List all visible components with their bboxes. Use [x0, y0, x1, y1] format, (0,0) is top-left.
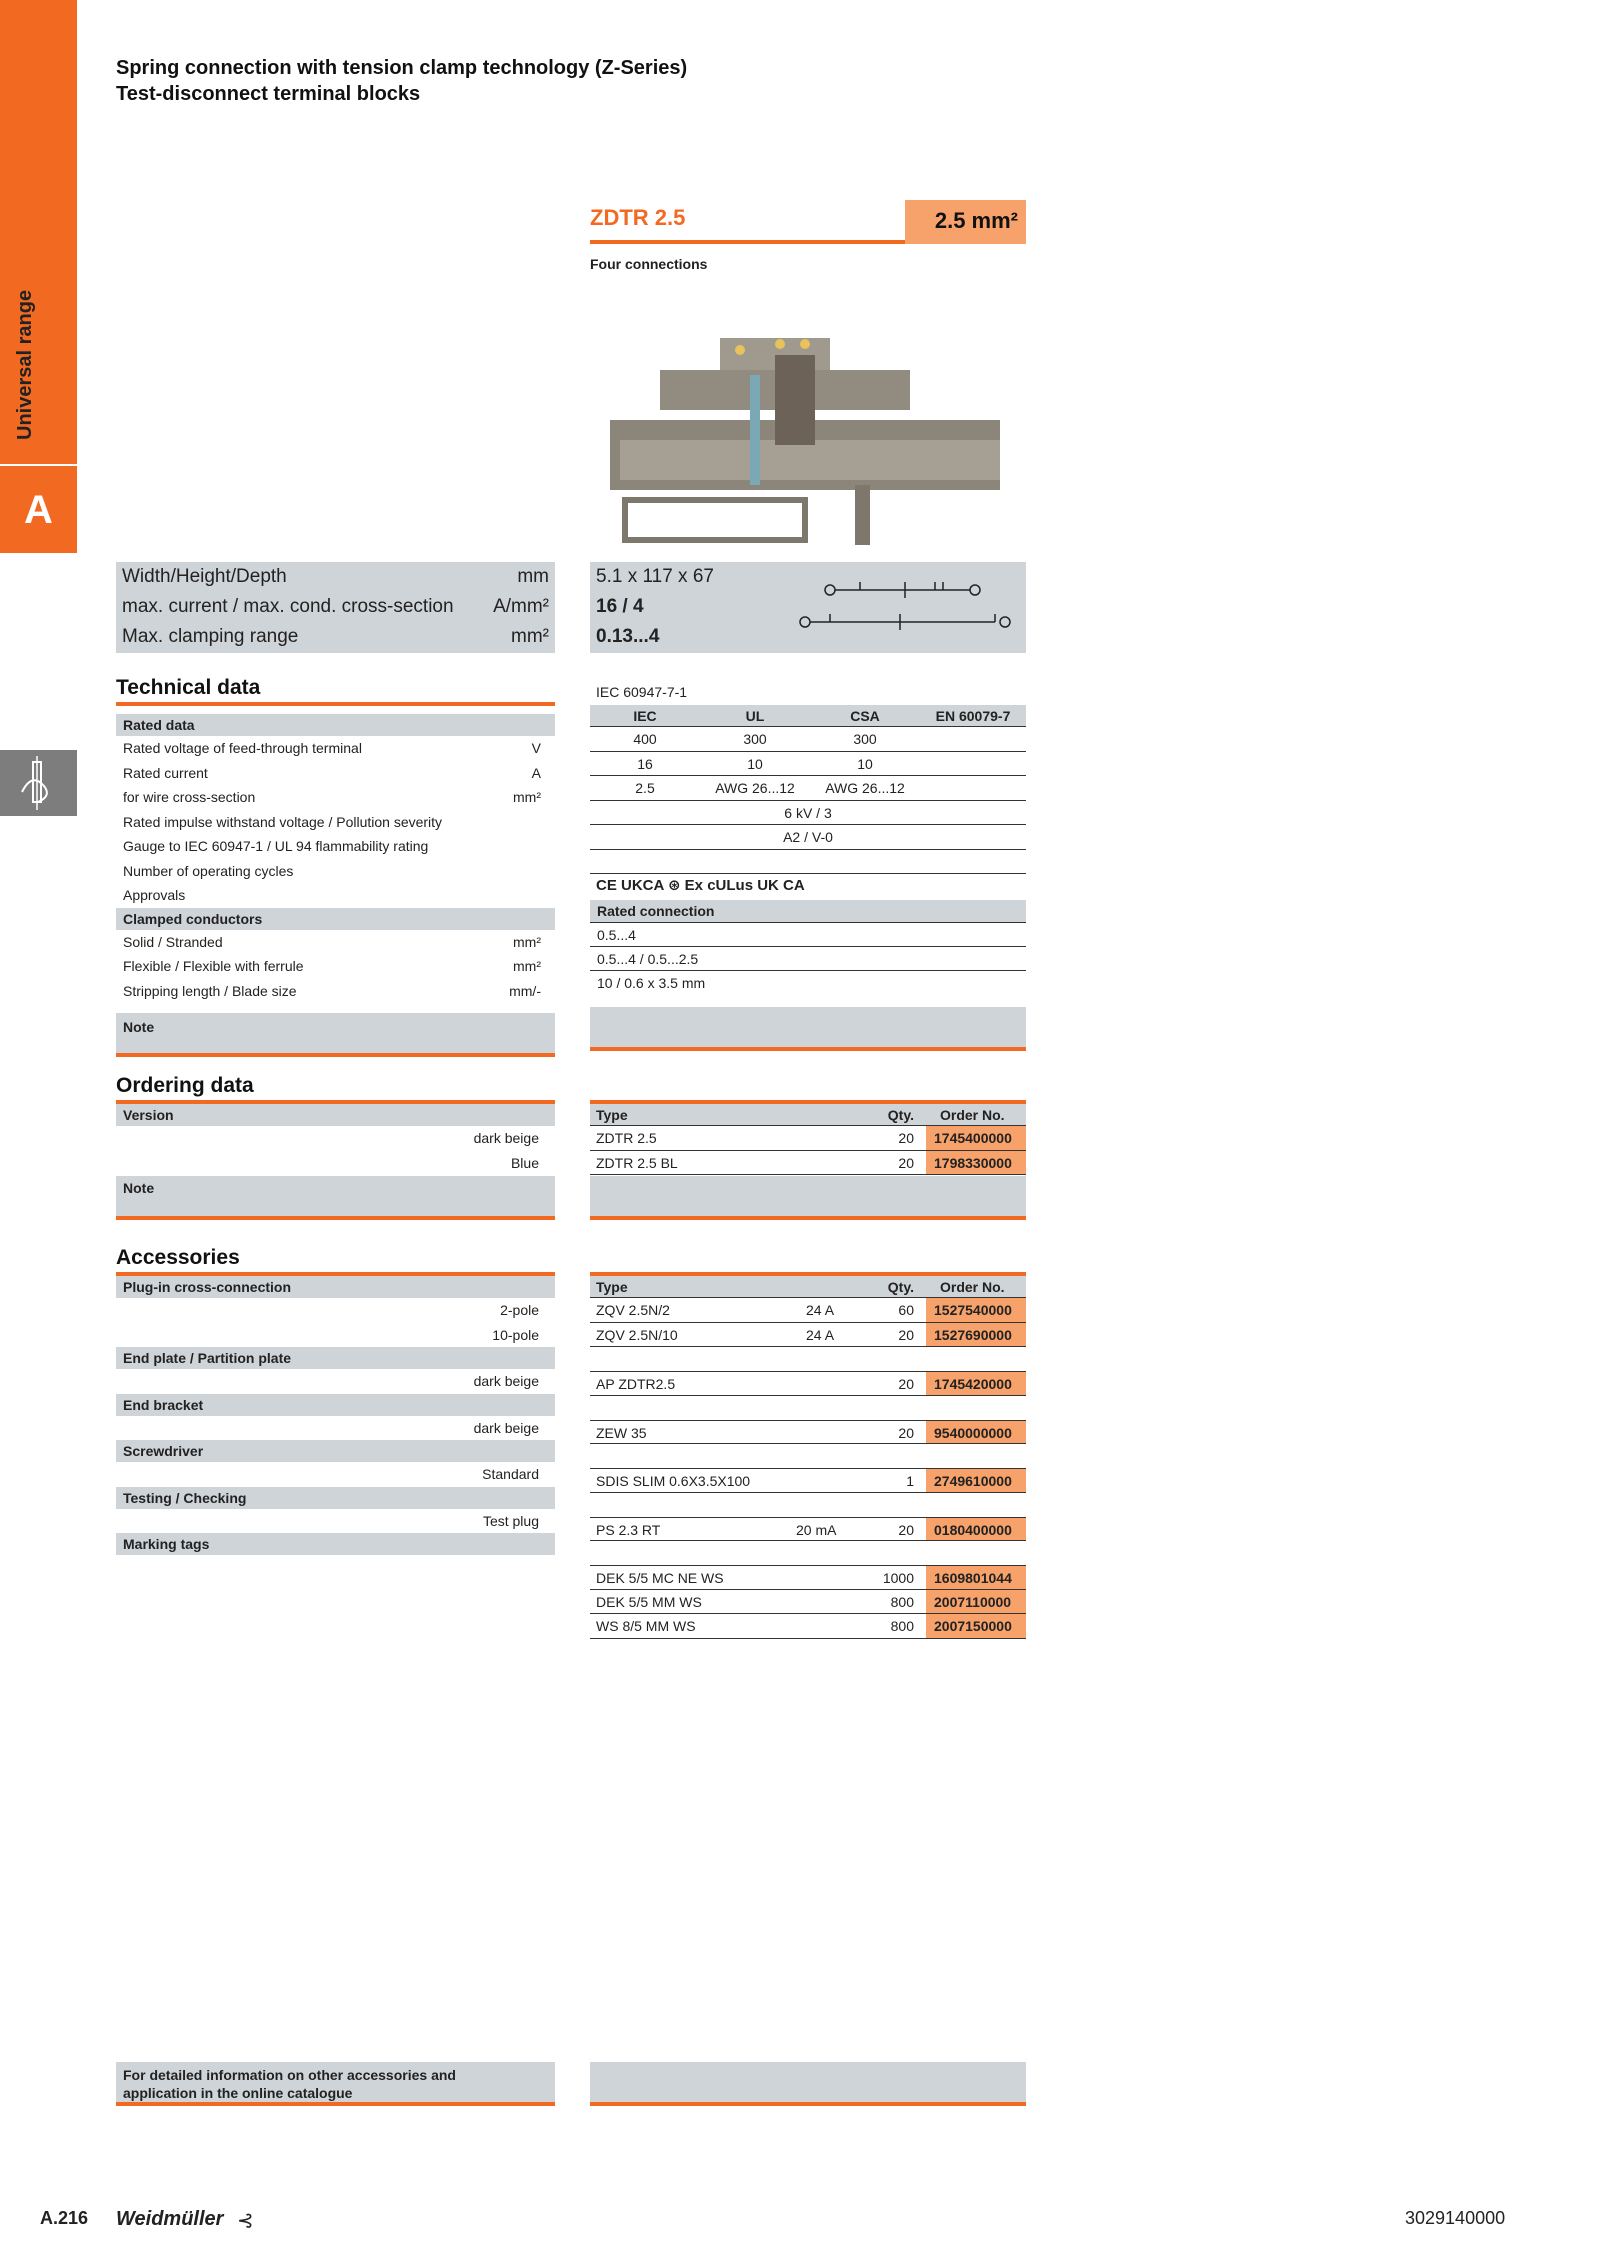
- tech-label: Rated current: [123, 764, 208, 781]
- acc-version: [116, 1369, 555, 1394]
- cell: 400: [633, 731, 657, 747]
- dim-unit: mm: [517, 566, 549, 587]
- standards-header: [590, 705, 1026, 727]
- product-image: [600, 320, 1010, 560]
- connection-row: [590, 947, 1026, 972]
- dimensions-values: [590, 562, 1026, 653]
- tech-row: [116, 761, 555, 786]
- terminal-category-icon: [0, 750, 77, 816]
- tech-label: Gauge to IEC 60947-1 / UL 94 flammability rating: [123, 838, 429, 854]
- order-number[interactable]: 1609801044: [926, 1566, 1026, 1589]
- clamped-row: [116, 954, 555, 979]
- dim-label: max. current / max. cond. cross-section: [122, 596, 454, 617]
- clamped-row: [116, 930, 555, 955]
- product-size: 2.5 mm²: [934, 208, 1018, 233]
- extra-cell: 24 A: [806, 1326, 835, 1343]
- tech-unit: A: [531, 764, 541, 781]
- type-cell: DEK 5/5 MC NE WS: [596, 1570, 724, 1586]
- section-title: Technical data: [116, 676, 261, 699]
- type-cell: ZDTR 2.5 BL: [596, 1154, 678, 1171]
- tech-label: for wire cross-section: [123, 789, 256, 805]
- type-cell: ZEW 35: [596, 1424, 647, 1441]
- order-number[interactable]: 0180400000: [926, 1518, 1026, 1541]
- technical-section: [116, 676, 555, 1057]
- note-line: application in the online catalogue: [123, 2085, 353, 2101]
- acc-version: [116, 1462, 555, 1487]
- acc-group-head: End bracket: [116, 1394, 555, 1416]
- qty-cell: 20: [898, 1154, 914, 1171]
- qty-cell: 800: [890, 1593, 914, 1610]
- acc-spacer: [590, 1493, 1026, 1517]
- acc-row[interactable]: [590, 1371, 1026, 1396]
- col-order: Order No.: [940, 1107, 1005, 1123]
- tech-label: Rated voltage of feed-through terminal: [123, 740, 362, 756]
- order-number[interactable]: 1745400000: [926, 1126, 1026, 1150]
- acc-row[interactable]: [590, 1468, 1026, 1493]
- type-cell: ZDTR 2.5: [596, 1130, 657, 1146]
- acc-spacer: [590, 1396, 1026, 1420]
- order-number[interactable]: 9540000000: [926, 1421, 1026, 1444]
- section-title: Ordering data: [116, 1074, 254, 1097]
- sidebar-tab-letter[interactable]: A: [0, 464, 77, 553]
- acc-row[interactable]: [590, 1565, 1026, 1590]
- clamped-row: [116, 979, 555, 1004]
- qty-cell: 60: [898, 1302, 914, 1318]
- extra-cell: 24 A: [806, 1302, 835, 1318]
- col-qty: Qty.: [887, 1107, 914, 1123]
- connection-value: 0.5...4: [597, 927, 636, 943]
- technical-values: [590, 680, 1026, 1051]
- qty-cell: 800: [890, 1618, 914, 1634]
- standard-label: IEC 60947-7-1: [596, 684, 688, 700]
- acc-row[interactable]: [590, 1517, 1026, 1542]
- acc-row[interactable]: [590, 1590, 1026, 1615]
- order-number[interactable]: 2007150000: [926, 1614, 1026, 1638]
- cell: 16: [637, 755, 653, 772]
- extra-cell: 20 mA: [796, 1521, 837, 1538]
- acc-row[interactable]: [590, 1614, 1026, 1639]
- acc-spacer: [590, 1347, 1026, 1371]
- acc-version: [116, 1298, 555, 1323]
- acc-row[interactable]: [590, 1298, 1026, 1323]
- standards-row: [590, 776, 1026, 801]
- order-number[interactable]: 1527690000: [926, 1323, 1026, 1347]
- cycles-row: [590, 850, 1026, 875]
- connection-value: 10 / 0.6 x 3.5 mm: [597, 975, 706, 991]
- acc-version-text: 10-pole: [492, 1326, 539, 1343]
- acc-spacer: [590, 1444, 1026, 1468]
- dim-unit: mm²: [511, 626, 549, 647]
- clamped-unit: mm²: [513, 958, 541, 974]
- acc-group-head: Screwdriver: [116, 1440, 555, 1462]
- tech-unit: V: [531, 740, 541, 756]
- type-cell: SDIS SLIM 0.6X3.5X100: [596, 1473, 751, 1489]
- cell: 300: [853, 731, 877, 747]
- product-subtitle: Four connections: [590, 256, 708, 272]
- order-number[interactable]: 1798330000: [926, 1151, 1026, 1175]
- cell: 2.5: [635, 780, 655, 796]
- rated-connection-head: Rated connection: [590, 900, 1026, 922]
- online-catalogue-note-right: [590, 2062, 1026, 2106]
- col-type: Type: [596, 1279, 628, 1295]
- col-order: Order No.: [940, 1279, 1005, 1295]
- document-number: 3029140000: [1405, 2208, 1506, 2228]
- acc-group-head: End plate / Partition plate: [116, 1347, 555, 1369]
- brand-logo: Weidmüller: [116, 2208, 224, 2230]
- approval-marks: [590, 874, 1026, 900]
- ordering-note-right: [590, 1176, 1026, 1220]
- cell: 10: [857, 755, 873, 772]
- dim-row: [116, 592, 555, 622]
- tech-row: [116, 859, 555, 884]
- acc-spacer: [590, 1541, 1026, 1565]
- gauge-row: [590, 825, 1026, 850]
- brand-mark-icon: ⊰: [237, 2210, 254, 2232]
- section-title: Accessories: [116, 1246, 240, 1269]
- clamped-unit: mm²: [513, 933, 541, 950]
- page-title: [116, 55, 687, 107]
- connection-value: 0.5...4 / 0.5...2.5: [597, 950, 699, 967]
- cell: AWG 26...12: [825, 780, 905, 796]
- sidebar-vertical-label: Universal range: [14, 289, 36, 440]
- qty-cell: 20: [898, 1376, 914, 1392]
- type-cell: AP ZDTR2.5: [596, 1376, 676, 1392]
- version-head: Version: [116, 1104, 555, 1126]
- type-cell: DEK 5/5 MM WS: [596, 1593, 702, 1610]
- order-number[interactable]: 1527540000: [926, 1298, 1026, 1322]
- qty-cell: 20: [898, 1424, 914, 1441]
- cell: 10: [747, 755, 763, 772]
- rated-data-head: Rated data: [116, 714, 555, 736]
- type-cell: ZQV 2.5N/10: [596, 1326, 678, 1343]
- ordering-row[interactable]: [590, 1126, 1026, 1151]
- col-csa: CSA: [850, 708, 880, 724]
- dim-value-text: 5.1 x 117 x 67: [596, 566, 714, 587]
- gauge-value: A2 / V-0: [783, 829, 833, 845]
- connection-row: [590, 922, 1026, 947]
- title-line-2: Test-disconnect terminal blocks: [116, 83, 421, 105]
- dim-row: [116, 562, 555, 592]
- order-number[interactable]: 2007110000: [926, 1590, 1026, 1614]
- dim-label: Max. clamping range: [122, 626, 299, 647]
- acc-version-text: 2-pole: [500, 1302, 539, 1318]
- accessories-table: [590, 1272, 1026, 1639]
- version-value: Blue: [510, 1154, 539, 1171]
- online-catalogue-note: [116, 2062, 555, 2106]
- accessories-section: [116, 1246, 555, 1555]
- type-cell: ZQV 2.5N/2: [596, 1302, 670, 1318]
- cell: AWG 26...12: [715, 780, 795, 796]
- qty-cell: 20: [898, 1521, 914, 1538]
- acc-header: [590, 1276, 1026, 1298]
- tech-label: Approvals: [123, 887, 186, 903]
- ordering-table: [590, 1100, 1026, 1220]
- qty-cell: 20: [898, 1326, 914, 1343]
- ordering-row[interactable]: [590, 1151, 1026, 1176]
- acc-version-text: dark beige: [473, 1373, 539, 1389]
- clamped-label: Stripping length / Blade size: [123, 982, 297, 999]
- acc-group-head: Testing / Checking: [116, 1487, 555, 1509]
- clamped-label: Solid / Stranded: [123, 933, 223, 950]
- tech-unit: mm²: [513, 789, 541, 805]
- version-row: [116, 1151, 555, 1176]
- acc-row[interactable]: [590, 1420, 1026, 1445]
- col-iec: IEC: [633, 708, 657, 724]
- acc-version-text: dark beige: [473, 1419, 539, 1436]
- acc-row[interactable]: [590, 1323, 1026, 1348]
- tech-row: [116, 785, 555, 810]
- order-number[interactable]: 1745420000: [926, 1372, 1026, 1395]
- ordering-header: [590, 1104, 1026, 1126]
- col-en: EN 60079-7: [935, 708, 1011, 724]
- qty-cell: 1000: [882, 1570, 914, 1586]
- dimensions-labels: [116, 562, 555, 653]
- acc-version: [116, 1509, 555, 1534]
- ordering-section: [116, 1074, 555, 1220]
- impulse-row: [590, 801, 1026, 826]
- tech-row: [116, 834, 555, 859]
- type-cell: PS 2.3 RT: [596, 1521, 661, 1538]
- cell: 300: [743, 731, 767, 747]
- approval-icons: CE UKCA ⊛ Ex cULus UK CA: [596, 877, 805, 894]
- product-name: ZDTR 2.5: [590, 205, 686, 230]
- col-type: Type: [596, 1107, 628, 1123]
- clamped-label: Flexible / Flexible with ferrule: [123, 958, 304, 974]
- ordering-note: Note: [116, 1176, 555, 1220]
- clamped-head: Clamped conductors: [116, 908, 555, 930]
- dim-unit: A/mm²: [493, 596, 549, 617]
- acc-group-head: Marking tags: [116, 1533, 555, 1555]
- page-number: A.216: [40, 2208, 89, 2228]
- dim-label: Width/Height/Depth: [122, 566, 287, 587]
- connection-row: [590, 971, 1026, 996]
- dim-value-text: 16 / 4: [596, 596, 644, 617]
- dim-row: [116, 622, 555, 652]
- acc-version-text: Test plug: [482, 1512, 539, 1529]
- qty-cell: 20: [898, 1130, 914, 1146]
- tech-row: [116, 736, 555, 761]
- title-line-1: Spring connection with tension clamp technology (Z-Series): [116, 57, 688, 79]
- tech-label: Number of operating cycles: [123, 862, 294, 879]
- tech-note: Note: [116, 1013, 555, 1057]
- standards-row: [590, 727, 1026, 752]
- clamped-unit: mm/-: [509, 982, 541, 999]
- version-row: [116, 1126, 555, 1151]
- tech-row: [116, 883, 555, 908]
- standards-row: [590, 752, 1026, 777]
- col-qty: Qty.: [887, 1279, 914, 1295]
- qty-cell: 1: [906, 1473, 914, 1489]
- dim-value-text: 0.13...4: [596, 626, 660, 647]
- section-rule: [116, 702, 555, 706]
- acc-version-text: Standard: [482, 1466, 539, 1482]
- order-number[interactable]: 2749610000: [926, 1469, 1026, 1492]
- col-ul: UL: [745, 708, 765, 724]
- tech-note-right: [590, 1007, 1026, 1051]
- acc-group-head: Plug-in cross-connection: [116, 1276, 555, 1298]
- tech-row: [116, 810, 555, 835]
- tech-label: Rated impulse withstand voltage / Pollution severity: [123, 813, 443, 830]
- acc-version: [116, 1416, 555, 1441]
- note-line: For detailed information on other accessories and: [123, 2067, 456, 2083]
- impulse-value: 6 kV / 3: [784, 804, 832, 821]
- circuit-diagram-icon: [795, 572, 1020, 644]
- version-value: dark beige: [473, 1130, 539, 1146]
- type-cell: WS 8/5 MM WS: [596, 1618, 696, 1634]
- acc-version: [116, 1323, 555, 1348]
